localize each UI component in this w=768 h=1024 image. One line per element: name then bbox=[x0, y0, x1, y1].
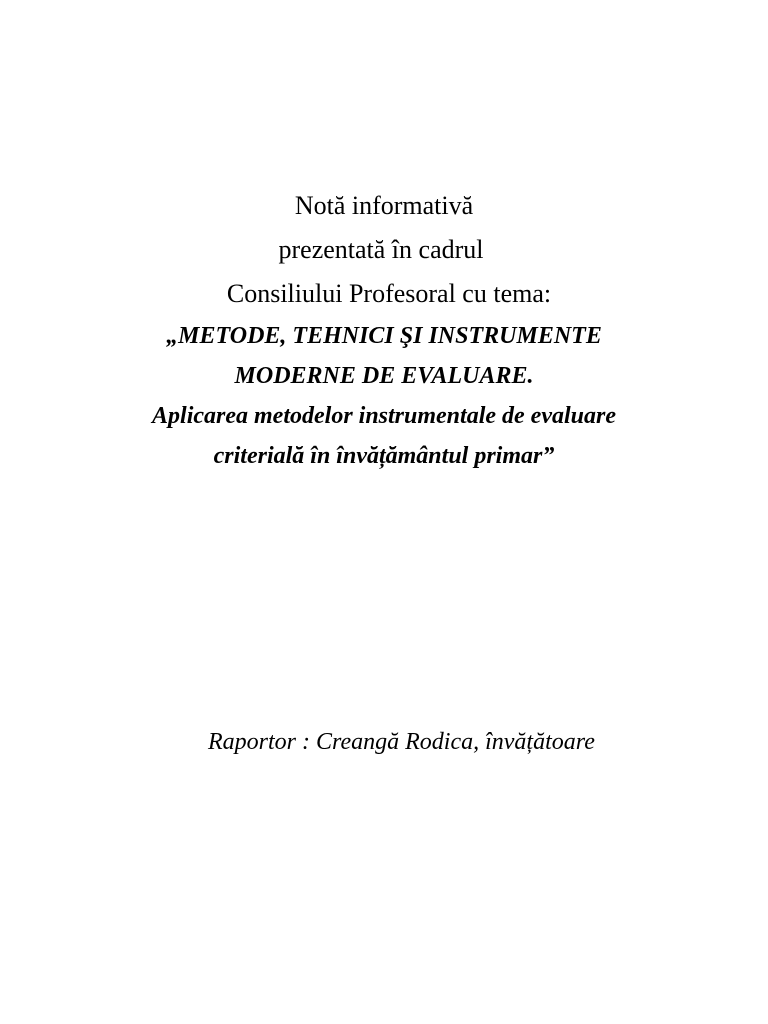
heading-line-2: prezentată în cadrul bbox=[278, 235, 484, 264]
theme-line-2: MODERNE DE EVALUARE. bbox=[234, 363, 534, 389]
title-block bbox=[0, 184, 768, 476]
theme-line-1: „METODE, TEHNICI ŞI INSTRUMENTE bbox=[166, 323, 602, 349]
reporter-line: Raportor : Creangă Rodica, învățătoare bbox=[208, 729, 595, 755]
heading-line-3: Consiliului Profesoral cu tema: bbox=[226, 279, 552, 308]
theme-line-3: Aplicarea metodelor instrumentale de evaluare bbox=[152, 403, 616, 429]
theme-line-4: criterială în învățământul primar” bbox=[213, 443, 555, 469]
heading-line-1: Notă informativă bbox=[294, 191, 474, 220]
